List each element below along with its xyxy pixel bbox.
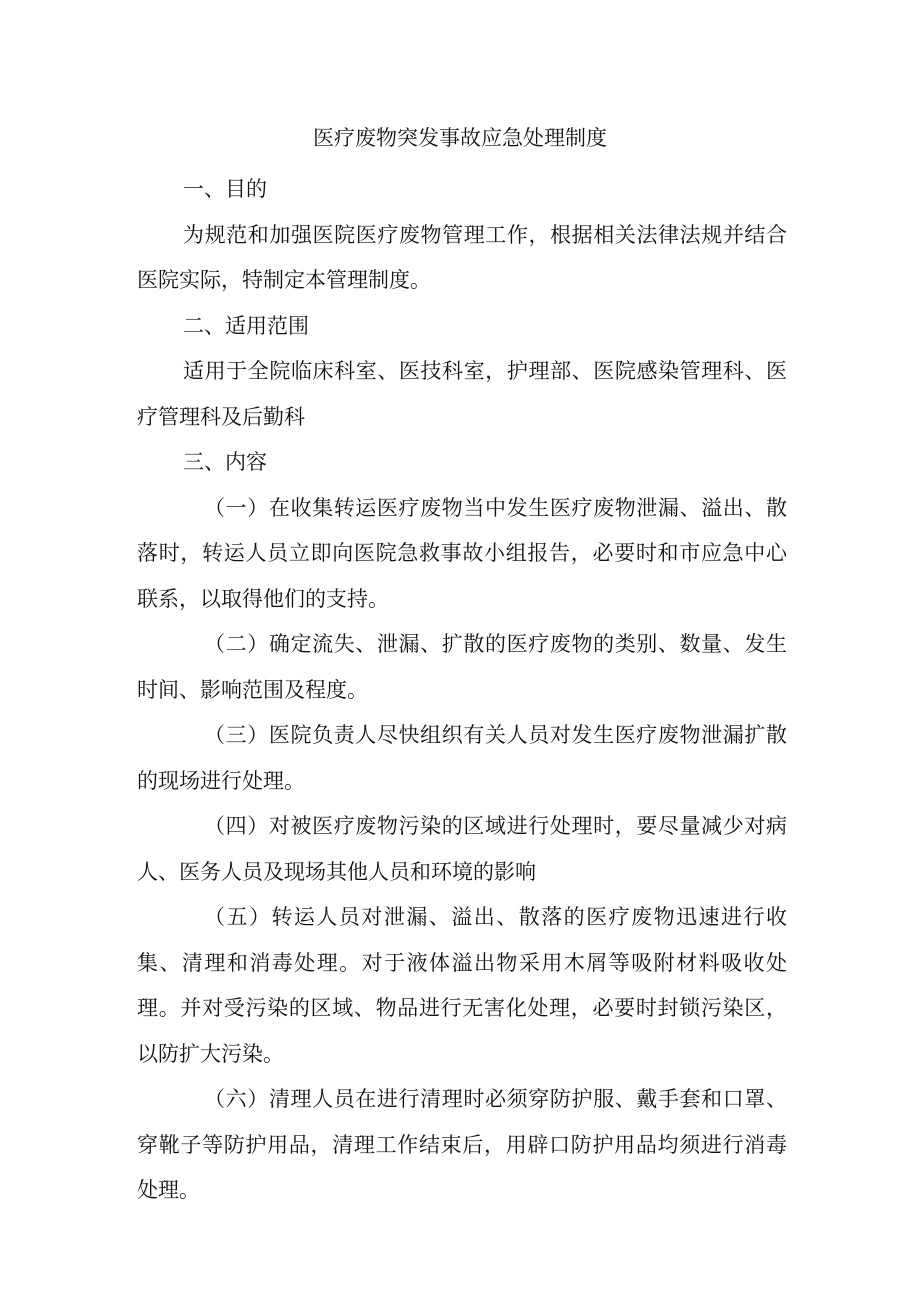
content-item-2: （二）确定流失、泄漏、扩散的医疗废物的类别、数量、发生时间、影响范围及程度。	[137, 632, 787, 702]
content-item-5: （五）转运人员对泄漏、溢出、散落的医疗废物迅速进行收集、清理和消毒处理。对于液体溢出物采用木屑等吸附材料吸收处理。并对受污染的区域、物品进行无害化处理，必要时封锁污染区，以防扩大污染。	[137, 905, 787, 1066]
content-item-6: （六）清理人员在进行清理时必须穿防护服、戴手套和口罩、穿靴子等防护用品，清理工作结束后，用辟口防护用品均须进行消毒处理。	[137, 1087, 787, 1202]
content-item-1: （一）在收集转运医疗废物当中发生医疗废物泄漏、溢出、散落时，转运人员立即向医院急救事故小组报告，必要时和市应急中心联系，以取得他们的支持。	[137, 495, 787, 611]
document-title: 医疗废物突发事故应急处理制度	[313, 126, 607, 150]
content-item-4: （四）对被医疗废物污染的区域进行处理时，要尽量减少对病人、医务人员及现场其他人员和环境的影响	[137, 814, 787, 884]
document-body	[137, 167, 787, 1214]
section-heading-scope: 二、适用范围	[183, 313, 309, 338]
scope-paragraph: 适用于全院临床科室、医技科室，护理部、医院感染管理科、医疗管理科及后勤科	[137, 359, 787, 429]
section-heading-content: 三、内容	[183, 450, 267, 474]
purpose-paragraph: 为规范和加强医院医疗废物管理工作，根据相关法律法规并结合医院实际，特制定本管理制度。	[137, 222, 787, 292]
section-heading-purpose: 一、目的	[183, 177, 267, 201]
content-item-3: （三）医院负责人尽快组织有关人员对发生医疗废物泄漏扩散的现场进行处理。	[137, 723, 787, 793]
